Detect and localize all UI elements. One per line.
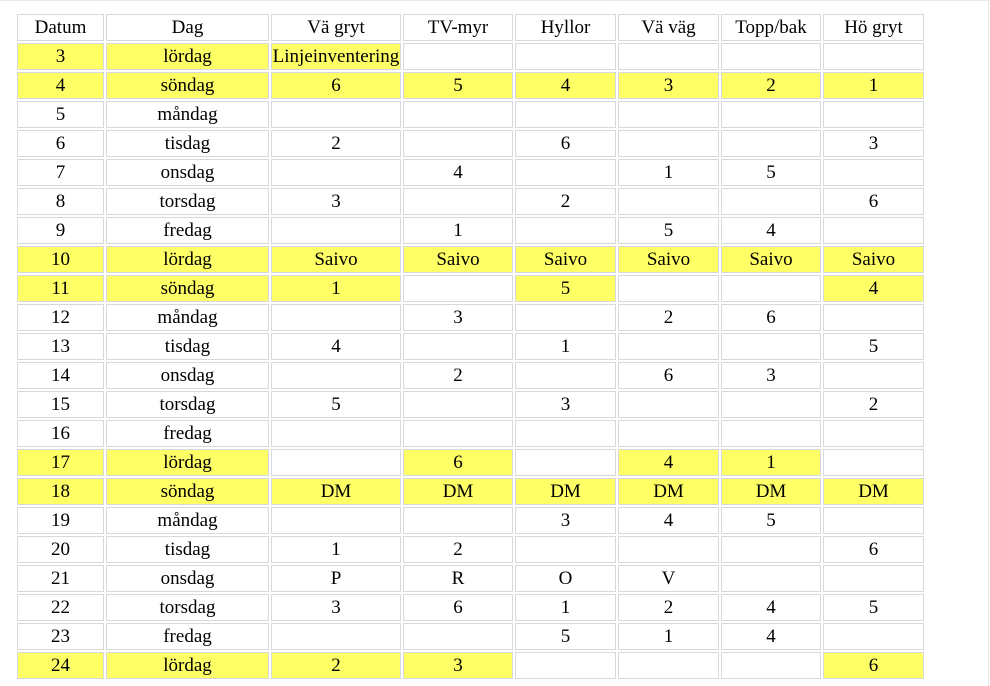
cell-tv-myr	[403, 130, 513, 157]
column-header-va-vag: Vä väg	[618, 14, 719, 41]
cell-topp-bak: 4	[721, 623, 821, 650]
cell-dag: måndag	[106, 304, 269, 331]
cell-va-gryt: DM	[271, 478, 401, 505]
cell-ho-gryt	[823, 159, 924, 186]
cell-dag: tisdag	[106, 333, 269, 360]
cell-datum: 15	[17, 391, 104, 418]
table-row	[17, 652, 924, 679]
cell-datum: 16	[17, 420, 104, 447]
cell-topp-bak: 3	[721, 362, 821, 389]
cell-ho-gryt: 5	[823, 594, 924, 621]
cell-va-gryt: P	[271, 565, 401, 592]
cell-hyllor: 1	[515, 333, 616, 360]
cell-topp-bak	[721, 652, 821, 679]
column-header-datum: Datum	[17, 14, 104, 41]
column-header-va-gryt: Vä gryt	[271, 14, 401, 41]
cell-hyllor: 3	[515, 507, 616, 534]
cell-tv-myr: 6	[403, 449, 513, 476]
cell-ho-gryt	[823, 304, 924, 331]
cell-dag: lördag	[106, 449, 269, 476]
cell-va-vag	[618, 536, 719, 563]
cell-va-vag: 6	[618, 362, 719, 389]
table-row	[17, 536, 924, 563]
table-row	[17, 391, 924, 418]
cell-va-vag	[618, 275, 719, 302]
cell-va-vag	[618, 101, 719, 128]
cell-dag: onsdag	[106, 362, 269, 389]
cell-hyllor	[515, 536, 616, 563]
cell-tv-myr: 3	[403, 304, 513, 331]
cell-va-gryt	[271, 159, 401, 186]
cell-va-gryt: 2	[271, 652, 401, 679]
cell-tv-myr: 1	[403, 217, 513, 244]
cell-topp-bak: 6	[721, 304, 821, 331]
cell-datum: 7	[17, 159, 104, 186]
cell-datum: 10	[17, 246, 104, 273]
table-row	[17, 449, 924, 476]
table-row	[17, 72, 924, 99]
cell-va-vag	[618, 391, 719, 418]
cell-topp-bak: 2	[721, 72, 821, 99]
cell-datum: 12	[17, 304, 104, 331]
cell-ho-gryt: 3	[823, 130, 924, 157]
cell-topp-bak: 4	[721, 217, 821, 244]
table-row	[17, 246, 924, 273]
cell-datum: 20	[17, 536, 104, 563]
cell-hyllor: Saivo	[515, 246, 616, 273]
cell-hyllor: DM	[515, 478, 616, 505]
cell-tv-myr	[403, 623, 513, 650]
cell-topp-bak	[721, 391, 821, 418]
cell-datum: 9	[17, 217, 104, 244]
cell-ho-gryt	[823, 623, 924, 650]
cell-ho-gryt	[823, 43, 924, 70]
cell-ho-gryt	[823, 217, 924, 244]
table-body	[17, 43, 924, 679]
cell-hyllor	[515, 43, 616, 70]
cell-ho-gryt: 6	[823, 652, 924, 679]
cell-va-gryt: 3	[271, 594, 401, 621]
table-row	[17, 420, 924, 447]
cell-va-gryt: 1	[271, 536, 401, 563]
cell-dag: torsdag	[106, 391, 269, 418]
cell-tv-myr: 2	[403, 362, 513, 389]
cell-va-vag	[618, 420, 719, 447]
cell-tv-myr: 4	[403, 159, 513, 186]
table-row	[17, 623, 924, 650]
cell-datum: 14	[17, 362, 104, 389]
cell-datum: 6	[17, 130, 104, 157]
cell-dag: tisdag	[106, 130, 269, 157]
cell-dag: söndag	[106, 478, 269, 505]
cell-va-vag	[618, 130, 719, 157]
cell-va-gryt: 3	[271, 188, 401, 215]
cell-topp-bak	[721, 43, 821, 70]
cell-dag: fredag	[106, 623, 269, 650]
cell-ho-gryt: 6	[823, 188, 924, 215]
cell-datum: 3	[17, 43, 104, 70]
cell-tv-myr: 2	[403, 536, 513, 563]
scrollbar-edge	[988, 0, 989, 686]
cell-ho-gryt: DM	[823, 478, 924, 505]
cell-hyllor: 5	[515, 275, 616, 302]
cell-dag: söndag	[106, 275, 269, 302]
cell-topp-bak	[721, 188, 821, 215]
cell-va-gryt	[271, 217, 401, 244]
table-row	[17, 43, 924, 70]
cell-va-vag: 4	[618, 507, 719, 534]
top-border-line	[0, 0, 990, 1]
cell-datum: 21	[17, 565, 104, 592]
table-row	[17, 507, 924, 534]
cell-topp-bak: Saivo	[721, 246, 821, 273]
cell-topp-bak	[721, 536, 821, 563]
cell-ho-gryt: 4	[823, 275, 924, 302]
cell-tv-myr	[403, 507, 513, 534]
cell-dag: lördag	[106, 43, 269, 70]
cell-dag: fredag	[106, 217, 269, 244]
cell-va-gryt: 6	[271, 72, 401, 99]
cell-va-gryt: 5	[271, 391, 401, 418]
cell-va-gryt: 1	[271, 275, 401, 302]
cell-hyllor: 6	[515, 130, 616, 157]
cell-datum: 24	[17, 652, 104, 679]
cell-topp-bak	[721, 275, 821, 302]
cell-va-vag: DM	[618, 478, 719, 505]
cell-va-gryt	[271, 362, 401, 389]
cell-tv-myr	[403, 333, 513, 360]
table-row	[17, 594, 924, 621]
cell-va-gryt	[271, 623, 401, 650]
cell-hyllor	[515, 217, 616, 244]
cell-va-gryt: 2	[271, 130, 401, 157]
cell-tv-myr: 6	[403, 594, 513, 621]
cell-tv-myr	[403, 420, 513, 447]
cell-ho-gryt	[823, 449, 924, 476]
cell-hyllor	[515, 159, 616, 186]
cell-topp-bak	[721, 333, 821, 360]
cell-tv-myr: R	[403, 565, 513, 592]
cell-ho-gryt	[823, 420, 924, 447]
cell-datum: 13	[17, 333, 104, 360]
cell-dag: lördag	[106, 652, 269, 679]
cell-hyllor	[515, 449, 616, 476]
cell-va-gryt	[271, 420, 401, 447]
cell-datum: 19	[17, 507, 104, 534]
cell-va-vag: V	[618, 565, 719, 592]
cell-datum: 8	[17, 188, 104, 215]
cell-topp-bak: 1	[721, 449, 821, 476]
cell-tv-myr	[403, 101, 513, 128]
cell-va-gryt	[271, 507, 401, 534]
cell-ho-gryt	[823, 565, 924, 592]
cell-dag: torsdag	[106, 188, 269, 215]
table-row	[17, 130, 924, 157]
table-row	[17, 159, 924, 186]
cell-topp-bak	[721, 565, 821, 592]
cell-va-gryt	[271, 449, 401, 476]
cell-va-gryt	[271, 304, 401, 331]
cell-dag: måndag	[106, 507, 269, 534]
table-row	[17, 362, 924, 389]
table-row	[17, 188, 924, 215]
cell-va-vag: 2	[618, 304, 719, 331]
cell-hyllor: 3	[515, 391, 616, 418]
cell-tv-myr	[403, 43, 513, 70]
column-header-hyllor: Hyllor	[515, 14, 616, 41]
cell-dag: onsdag	[106, 159, 269, 186]
cell-tv-myr	[403, 275, 513, 302]
cell-hyllor	[515, 420, 616, 447]
cell-dag: fredag	[106, 420, 269, 447]
cell-topp-bak	[721, 420, 821, 447]
cell-datum: 5	[17, 101, 104, 128]
cell-ho-gryt: 2	[823, 391, 924, 418]
cell-datum: 22	[17, 594, 104, 621]
cell-dag: lördag	[106, 246, 269, 273]
cell-va-gryt: Saivo	[271, 246, 401, 273]
cell-dag: söndag	[106, 72, 269, 99]
cell-topp-bak	[721, 130, 821, 157]
cell-va-vag: 4	[618, 449, 719, 476]
schedule-table	[15, 12, 926, 681]
cell-topp-bak: 5	[721, 159, 821, 186]
cell-va-vag: 2	[618, 594, 719, 621]
table-row	[17, 304, 924, 331]
table-row	[17, 478, 924, 505]
cell-topp-bak: 5	[721, 507, 821, 534]
cell-hyllor: 2	[515, 188, 616, 215]
column-header-tv-myr: TV-myr	[403, 14, 513, 41]
column-header-dag: Dag	[106, 14, 269, 41]
cell-hyllor	[515, 362, 616, 389]
cell-hyllor	[515, 304, 616, 331]
cell-va-vag: 1	[618, 159, 719, 186]
cell-tv-myr	[403, 391, 513, 418]
table-row	[17, 333, 924, 360]
cell-dag: torsdag	[106, 594, 269, 621]
cell-dag: tisdag	[106, 536, 269, 563]
cell-va-vag	[618, 652, 719, 679]
cell-tv-myr: DM	[403, 478, 513, 505]
cell-hyllor: 4	[515, 72, 616, 99]
cell-va-vag: 5	[618, 217, 719, 244]
cell-ho-gryt: 5	[823, 333, 924, 360]
cell-datum: 17	[17, 449, 104, 476]
cell-va-gryt	[271, 101, 401, 128]
table-row	[17, 565, 924, 592]
cell-hyllor	[515, 101, 616, 128]
cell-tv-myr: Saivo	[403, 246, 513, 273]
cell-ho-gryt: Saivo	[823, 246, 924, 273]
cell-va-vag	[618, 333, 719, 360]
cell-topp-bak	[721, 101, 821, 128]
cell-va-vag	[618, 188, 719, 215]
cell-va-vag: 3	[618, 72, 719, 99]
cell-dag: måndag	[106, 101, 269, 128]
cell-topp-bak: DM	[721, 478, 821, 505]
cell-ho-gryt: 6	[823, 536, 924, 563]
cell-va-vag	[618, 43, 719, 70]
cell-tv-myr	[403, 188, 513, 215]
header-row	[17, 14, 924, 41]
cell-va-gryt: Linjeinventering	[271, 43, 401, 70]
cell-va-gryt: 4	[271, 333, 401, 360]
cell-hyllor: 1	[515, 594, 616, 621]
cell-topp-bak: 4	[721, 594, 821, 621]
table-row	[17, 101, 924, 128]
cell-dag: onsdag	[106, 565, 269, 592]
cell-hyllor: 5	[515, 623, 616, 650]
cell-va-vag: 1	[618, 623, 719, 650]
cell-datum: 23	[17, 623, 104, 650]
cell-ho-gryt	[823, 507, 924, 534]
cell-va-vag: Saivo	[618, 246, 719, 273]
cell-tv-myr: 3	[403, 652, 513, 679]
cell-ho-gryt	[823, 362, 924, 389]
cell-hyllor: O	[515, 565, 616, 592]
cell-tv-myr: 5	[403, 72, 513, 99]
cell-hyllor	[515, 652, 616, 679]
column-header-ho-gryt: Hö gryt	[823, 14, 924, 41]
cell-ho-gryt	[823, 101, 924, 128]
cell-datum: 4	[17, 72, 104, 99]
cell-datum: 11	[17, 275, 104, 302]
table-row	[17, 275, 924, 302]
cell-datum: 18	[17, 478, 104, 505]
column-header-topp-bak: Topp/bak	[721, 14, 821, 41]
table-row	[17, 217, 924, 244]
cell-ho-gryt: 1	[823, 72, 924, 99]
